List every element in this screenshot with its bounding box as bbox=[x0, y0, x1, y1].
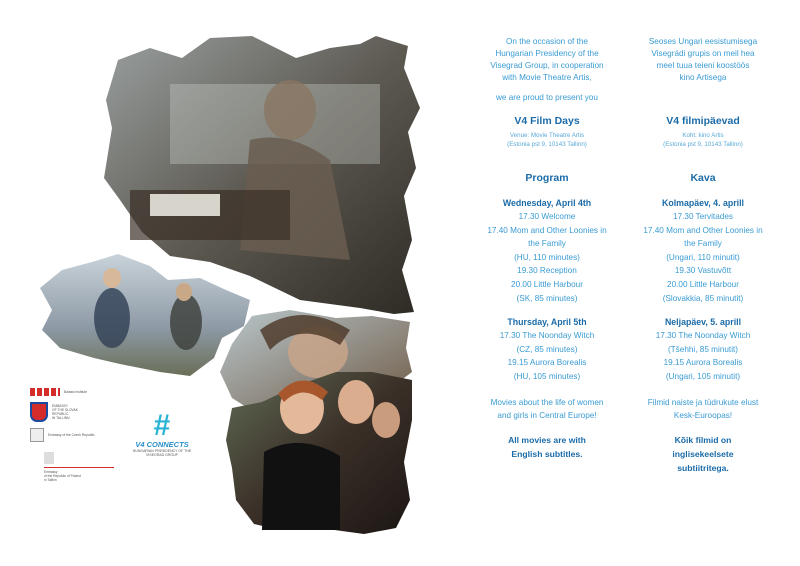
sponsor-logos bbox=[30, 388, 220, 488]
v4-sub-line2: VISEGRAD GROUP bbox=[146, 453, 178, 457]
et-event-title: V4 filmipäevad bbox=[666, 115, 740, 127]
czech-coat-of-arms-icon bbox=[30, 428, 44, 442]
pl-flag-bar bbox=[44, 467, 114, 468]
et-venue-line1: Koht: kino Artis bbox=[682, 132, 724, 139]
hu-institute-mark-icon bbox=[30, 388, 60, 396]
et-day2-line4: (Ungari, 105 minutit) bbox=[665, 371, 741, 381]
en-intro-line3: Visegrad Group, in cooperation bbox=[490, 61, 604, 70]
et-subtitles-line3: subtiitritega. bbox=[677, 462, 729, 473]
et-day1-heading: Kolmapäev, 4. aprill bbox=[662, 198, 744, 208]
cz-embassy-label: Embassy of the Czech Republic bbox=[48, 433, 95, 437]
en-intro-line2: Hungarian Presidency of the bbox=[495, 49, 599, 58]
et-day2-line1: 17.30 The Noonday Witch bbox=[655, 331, 751, 341]
et-day2-line3: 19.15 Aurora Borealis bbox=[663, 358, 743, 368]
et-day1-line4: (Ungari, 110 minutit) bbox=[666, 252, 740, 262]
sk-embassy-line3: IN TALLINN bbox=[52, 416, 70, 420]
en-subtitles-line2: English subtitles. bbox=[511, 448, 583, 459]
et-about-line1: Filmid naiste ja tüdrukute elust bbox=[647, 397, 759, 407]
et-intro-line2: Visegrádi grupis on meil hea bbox=[651, 49, 755, 58]
et-day2-heading: Neljapäev, 5. aprill bbox=[664, 317, 742, 328]
et-venue bbox=[628, 131, 778, 149]
en-intro-line4: with Movie Theatre Artis, bbox=[502, 73, 592, 82]
hu-institute-logo bbox=[30, 388, 220, 396]
en-intro-line1: On the occasion of the bbox=[506, 37, 588, 46]
pl-embassy-line2: of the Republic of Poland bbox=[44, 474, 81, 478]
en-day1-line6: 20.00 Little Harbour bbox=[511, 279, 583, 289]
hu-institute-label: Balassi Institute bbox=[64, 390, 88, 394]
en-day1-line1: 17.30 Welcome bbox=[518, 212, 576, 221]
v4-sub-line1: HUNGARIAN PRESIDENCY OF THE bbox=[132, 449, 192, 453]
en-day1-line3: the Family bbox=[528, 239, 566, 249]
v4-hashtag-icon: # bbox=[153, 409, 171, 442]
et-day1-line2: 17.40 Mom and Other Loonies in bbox=[643, 225, 763, 235]
en-program-heading: Program bbox=[525, 172, 569, 184]
en-present-line: we are proud to present you bbox=[496, 93, 598, 102]
en-day2-line2: (CZ, 85 minutes) bbox=[516, 344, 578, 354]
et-day1-line5: 19.30 Vastuvõtt bbox=[674, 266, 732, 276]
en-day1-heading: Wednesday, April 4th bbox=[502, 198, 592, 208]
polish-eagle-icon bbox=[44, 452, 54, 464]
slovak-coat-of-arms-icon bbox=[30, 402, 48, 422]
en-venue-line2: (Estonia pst 9, 10143 Tallinn) bbox=[507, 141, 587, 148]
en-day2-line1: 17.30 The Noonday Witch bbox=[499, 331, 595, 341]
v4-connects-brand: V4 CONNECTS bbox=[135, 440, 189, 449]
en-about-line1: Movies about the life of women bbox=[490, 397, 604, 407]
en-event-title: V4 Film Days bbox=[514, 115, 580, 127]
et-program-heading: Kava bbox=[690, 172, 716, 184]
en-day1-line4: (HU, 110 minutes) bbox=[514, 252, 580, 262]
sk-embassy-line2: OF THE SLOVAK REPUBLIC bbox=[52, 408, 78, 416]
photo-kids-jumping bbox=[40, 254, 250, 376]
et-day1-line6: 20.00 Little Harbour bbox=[667, 279, 739, 289]
en-day2-line4: (HU, 105 minutes) bbox=[513, 371, 581, 381]
en-subtitles-line1: All movies are with bbox=[508, 434, 586, 445]
et-intro-line1: Seoses Ungari eesistumisega bbox=[648, 37, 758, 46]
english-column bbox=[472, 36, 622, 461]
en-day1-line5: 19.30 Reception bbox=[517, 266, 577, 276]
et-venue-line2: (Estonia pst 9, 10143 Tallinn) bbox=[663, 141, 743, 148]
en-about-line2: and girls in Central Europe! bbox=[497, 411, 597, 421]
estonian-column bbox=[628, 36, 778, 475]
et-about-line2: Kesk-Euroopas! bbox=[673, 411, 733, 421]
pl-embassy-line3: in Tallinn bbox=[44, 478, 57, 482]
v4-connects-logo bbox=[122, 409, 202, 457]
et-day1-line7: (Slovakkia, 85 minutit) bbox=[662, 293, 744, 303]
et-intro-line3: meel tuua teieni koostöös bbox=[656, 61, 750, 70]
et-day1-line1: 17.30 Tervitades bbox=[673, 212, 733, 221]
et-day2-line2: (Tšehhi, 85 minutit) bbox=[667, 344, 739, 354]
en-venue bbox=[472, 131, 622, 149]
et-subtitles-line2: inglisekeelsete bbox=[672, 448, 734, 459]
en-venue-line1: Venue: Movie Theatre Artis bbox=[509, 132, 585, 139]
en-day1-line7: (SK, 85 minutes) bbox=[516, 293, 578, 303]
sk-embassy-line1: EMBASSY bbox=[52, 404, 68, 408]
en-day2-heading: Thursday, April 5th bbox=[507, 317, 587, 328]
en-day2-line3: 19.15 Aurora Borealis bbox=[507, 358, 587, 368]
pl-embassy-line1: Embassy bbox=[44, 470, 58, 474]
et-intro-line4: kino Artisega bbox=[679, 73, 727, 82]
en-day1-line2: 17.40 Mom and Other Loonies in bbox=[487, 225, 607, 235]
et-day1-line3: the Family bbox=[684, 239, 722, 249]
et-subtitles-line1: Kõik filmid on bbox=[674, 434, 732, 445]
